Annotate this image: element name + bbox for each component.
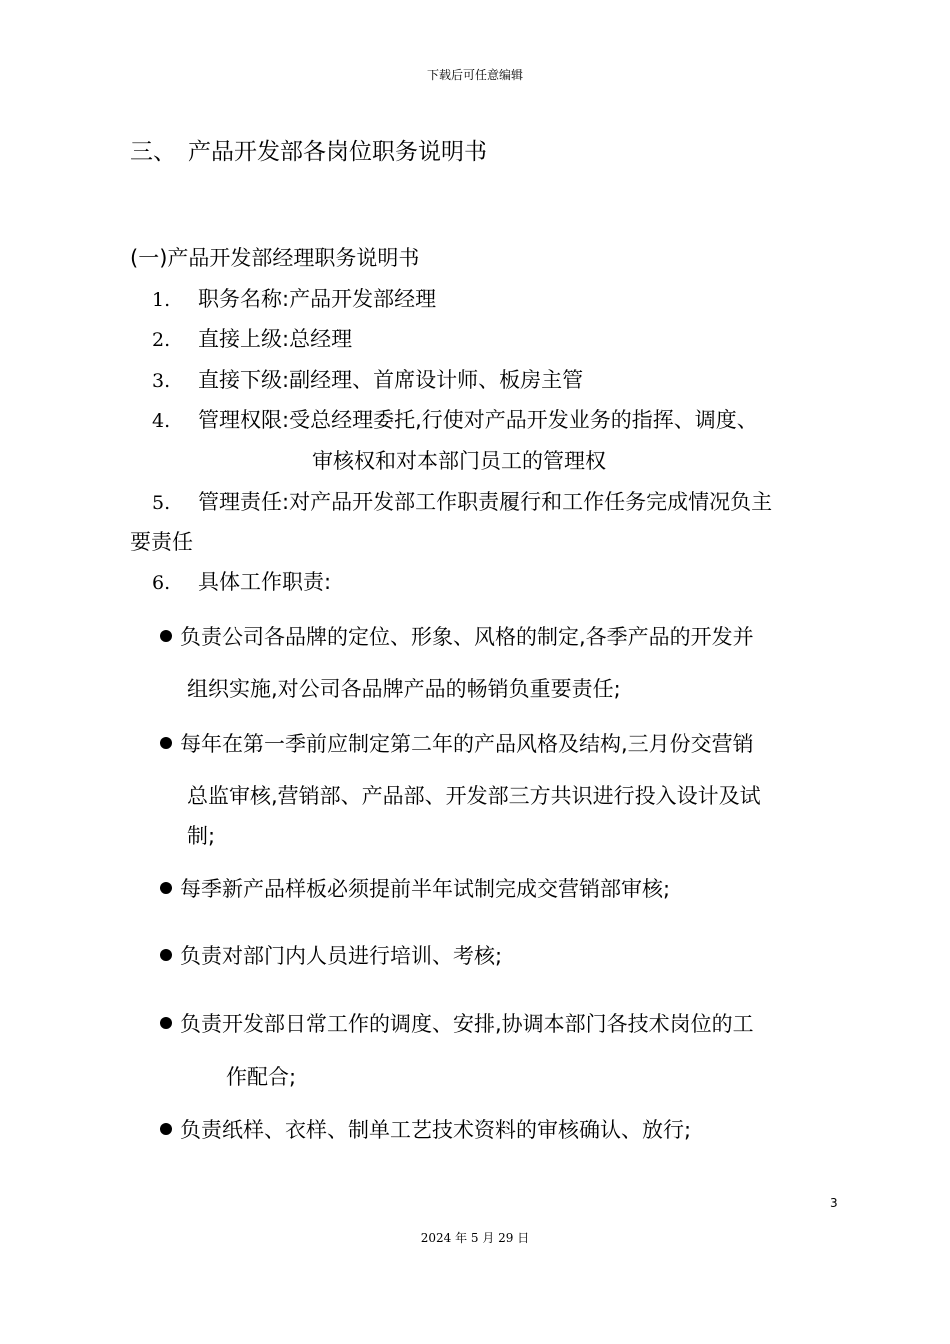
bullet-dot-icon xyxy=(160,630,172,642)
bullet-dot-icon xyxy=(160,882,172,894)
bullet-item xyxy=(160,1114,691,1144)
bullet-continuation: 制; xyxy=(187,824,216,848)
bullet-dot-icon xyxy=(160,1123,172,1135)
bullet-dot-icon xyxy=(160,737,172,749)
list-item xyxy=(152,486,772,516)
list-item-continuation: 审核权和对本部门员工的管理权 xyxy=(312,449,606,473)
page-number: 3 xyxy=(830,1196,838,1210)
list-item-number: 6. xyxy=(152,572,171,594)
bullet-continuation: 总监审核,营销部、产品部、开发部三方共识进行投入设计及试 xyxy=(187,784,761,808)
bullet-item xyxy=(160,1008,754,1038)
list-item xyxy=(152,283,436,313)
list-item-continuation: 要责任 xyxy=(130,530,193,554)
page-header: 下载后可任意编辑 xyxy=(426,68,523,82)
list-item xyxy=(152,404,758,434)
bullet-text: 每年在第一季前应制定第二年的产品风格及结构,三月份交营销 xyxy=(180,732,754,756)
bullet-text: 负责开发部日常工作的调度、安排,协调本部门各技术岗位的工 xyxy=(180,1012,754,1036)
bullet-continuation: 组织实施,对公司各品牌产品的畅销负重要责任; xyxy=(187,677,621,701)
bullet-item xyxy=(160,873,670,903)
footer-date: 2024 年 5 月 29 日 xyxy=(420,1231,530,1245)
bullet-item xyxy=(160,940,502,970)
section-number: 三、 xyxy=(130,139,176,165)
section-title-text: 产品开发部各岗位职务说明书 xyxy=(188,139,487,165)
bullet-dot-icon xyxy=(160,1017,172,1029)
list-item-number: 1. xyxy=(152,289,171,311)
bullet-text: 每季新产品样板必须提前半年试制完成交营销部审核; xyxy=(180,877,671,901)
section-title xyxy=(130,133,487,166)
bullet-continuation: 作配合; xyxy=(226,1065,297,1089)
list-item xyxy=(152,364,583,394)
list-item xyxy=(152,323,352,353)
list-item-number: 5. xyxy=(152,492,171,514)
list-item-number: 3. xyxy=(152,370,171,392)
bullet-item xyxy=(160,728,754,758)
subsection-title: (一)产品开发部经理职务说明书 xyxy=(130,246,420,270)
list-item-number: 4. xyxy=(152,410,171,432)
list-item-number: 2. xyxy=(152,329,171,351)
bullet-text: 负责纸样、衣样、制单工艺技术资料的审核确认、放行; xyxy=(180,1118,692,1142)
list-item xyxy=(152,566,331,596)
bullet-text: 负责对部门内人员进行培训、考核; xyxy=(180,944,503,968)
list-item-text: 直接下级:副经理、首席设计师、板房主管 xyxy=(198,368,584,392)
list-item-text: 管理责任:对产品开发部工作职责履行和工作任务完成情况负主 xyxy=(198,490,773,514)
bullet-item xyxy=(160,621,754,651)
list-item-text: 直接上级:总经理 xyxy=(198,327,353,351)
list-item-text: 具体工作职责: xyxy=(198,570,332,594)
list-item-text: 职务名称:产品开发部经理 xyxy=(198,287,437,311)
bullet-dot-icon xyxy=(160,949,172,961)
list-item-text: 管理权限:受总经理委托,行使对产品开发业务的指挥、调度、 xyxy=(198,408,758,432)
bullet-text: 负责公司各品牌的定位、形象、风格的制定,各季产品的开发并 xyxy=(180,625,754,649)
